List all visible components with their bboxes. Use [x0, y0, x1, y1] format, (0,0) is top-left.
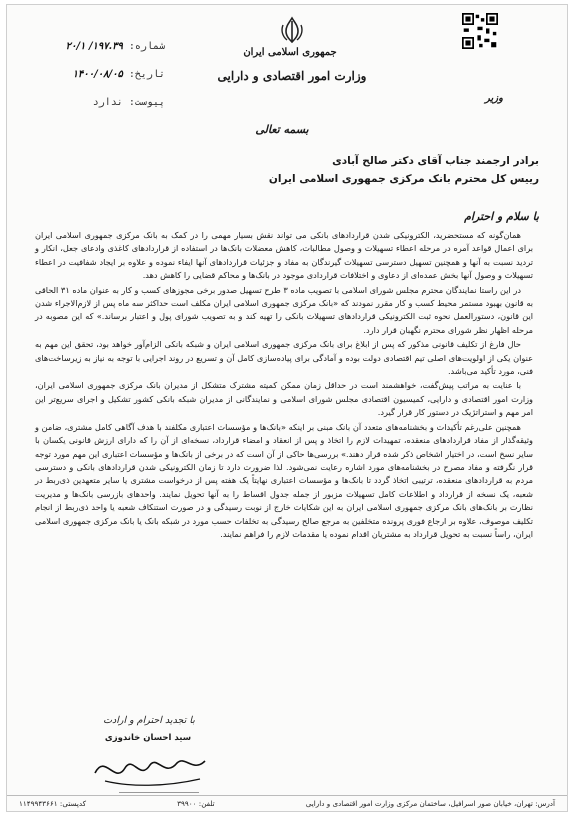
letter-date [25, 69, 165, 80]
minister-label: وزیر [485, 93, 503, 104]
date-label: تاریخ: [128, 69, 165, 80]
letter-number [25, 41, 165, 52]
letter-footer [7, 795, 567, 811]
letter-page [6, 4, 568, 812]
basmala: بسمه تعالی [255, 123, 309, 136]
body-paragraph: همچنین علی‌رغم تأکیدات و بخشنامه‌های متعدد آن بانک مبنی بر اینکه «بانک‌ها و مؤسسات اعتباری مکلفند با هدف آگاهی کامل مشتری، ضامن و وثیقه‌گذار از مفاد قراردادهای منعقده، تمهیدات لازم را اتخاذ و پس از انعقاد و امضاء قرارداد، نسخه‌ای از آن را که دارای ارزش قانونی یکسان با سایر نسخ است، در اختیار اشخاص ذکر شده قرار دهند.» بررسی‌ها حاکی از آن است که در برخی از بانک‌ها و مؤسسات اعتباری این مهم مورد توجه قرار نگرفته و مفاد مصرح در بخشنامه‌های مورد اشاره رعایت نمی‌شود. لذا ضرورت دارد تا زمان الکترونیکی شدن قراردادهای بانکی و دسترسی مردم به قراردادهای منعقده، ترتیبی اتخاذ گردد تا بانک‌ها و مؤسسات اعتباری نهایتاً یک هفته پس از درخواست مشتری یا سایر متعهدین ذی‌ربط در شعبه، یک نسخه از قرارداد و اطلاعات کامل تسهیلات مزبور از جمله جدول اقساط را به آنها تحویل نمایند. واحدهای بازرسی بانک‌ها و مدیریت نظارت بر بانک‌های بانک مرکزی جمهوری اسلامی ایران به این شکایات خارج از نوبت رسیدگی و در صورت استنکاف شعبه یا واحد ذی‌ربط از انجام تکلیف موصوف، علاوه بر ارجاع فوری پرونده متخلفین به مرجع صالح رسیدگی به تخلفات حسب مورد در شبکه بانک یا بانک مرکزی جمهوری اسلامی ایران، راساً نسبت به تحویل قرارداد به مشتریان اقدام نموده یا مقدمات لازم را فراهم نمایند. [35, 421, 533, 539]
letter-body [35, 229, 533, 541]
closing-handwritten: با تجدید احترام و ارادت [103, 715, 195, 726]
qr-code-icon [462, 13, 498, 49]
signer-name: سید احسان خاندوزی [104, 733, 192, 743]
government-title: جمهوری اسلامی ایران [243, 47, 337, 58]
addressee-name: برادر ارجمند جناب آقای دکتر صالح آبادی [332, 155, 539, 167]
number-value: ۱۹۷.۳۹/ ۲۰/۱ [65, 41, 123, 52]
attachment-label: پیوست: [128, 97, 165, 108]
body-paragraph: با عنایت به مراتب پیش‌گفت، خواهشمند است در حداقل زمان ممکن کمیته مشترک متشکل از مدیران بانک مرکزی جمهوری اسلامی ایران، وزارت امور اقتصادی و دارایی، کمیسیون اقتصادی مجلس شورای اسلامی و نمایندگانی از مدیران شبکه بانکی کشور تشکیل و اجرای سریع‌تر این امر مهم و استراتژیک در دستور کار قرار گیرد. [35, 380, 533, 418]
date-value: ۱۴۰۰/۰۸/۰۵ [72, 69, 123, 80]
iran-emblem-icon [277, 15, 307, 45]
body-paragraph: حال فارغ از تکلیف قانونی مذکور که پس از ابلاغ برای بانک مرکزی جمهوری اسلامی ایران و شبکه بانکی الزام‌آور خواهد بود، تحقق این مهم به عنوان یکی از اولویت‌های اصلی تیم اقتصادی دولت بوده و آمادگی برای پیاده‌سازی کامل آن و تسریع در روند اجرایی با توجه به نیاز به زیرساخت‌های فنی، مورد تأکید می‌باشد. [35, 339, 533, 377]
footer-phone: تلفن: ۳۹۹۰۰ [177, 799, 215, 808]
signature-icon [85, 743, 215, 793]
footer-postal: کدپستی: ۱۱۴۹۹۴۳۶۶۱ [19, 799, 87, 808]
body-paragraph: همان‌گونه که مستحضرید، الکترونیکی شدن قراردادهای بانکی می تواند نقش بسیار مهمی را در کمک به بانک مرکزی جمهوری اسلامی ایران برای اعمال قواعد آمره در مرحله اعطاء تسهیلات و وصول مطالبات، کاهش معضلات بانک‌ها در استفاده از قراردادهای کاغذی وادعای جعل، انکار و تردید نسبت به آنها و همچنین تسهیل دسترسی تسهیلات گیرندگان به مفاد و جزئیات قراردادهای آنها ایفاء نموده و علاوه بر ایجاد شفافیت در اعطاء تسهیلات و وصول آنها بخش عمده‌ای از دعاوی و اختلافات قراردادی موجود در بانک‌ها و محاکم قضایی را کاهش دهد. [35, 230, 533, 281]
body-paragraph: در این راستا نمایندگان محترم مجلس شورای اسلامی با تصویب ماده ۳ طرح تسهیل صدور برخی مجوزهای کسب و کار به عنوان ماده ۳۱ الحاقی به قانون بهبود مستمر محیط کسب و کار مقرر نمودند که «بانک مرکزی جمهوری اسلامی ایران مکلف است حداکثر سه ماه پس از لازم‌الاجراء شدن این قانون، دستورالعمل نحوه ثبت الکترونیکی قراردادهای تسهیلات بانکی را تهیه کند و به تصویب شورای پول و اعتبار برساند.» که این مصوبه در مرحله اظهار نظر شورای محترم نگهبان قرار دارد. [35, 284, 533, 335]
number-label: شماره: [128, 41, 165, 52]
letter-attachment [25, 97, 165, 108]
footer-address: آدرس: تهران، خیابان صور اسرافیل، ساختمان مرکزی وزارت امور اقتصادی و دارایی [305, 799, 555, 808]
ministry-title: وزارت امور اقتصادی و دارایی [217, 69, 367, 83]
greeting: با سلام و احترام [464, 210, 539, 223]
attachment-value: ندارد [92, 97, 123, 108]
addressee-title: رییس کل محترم بانک مرکزی جمهوری اسلامی ایران [268, 173, 539, 185]
signature-line [119, 792, 199, 793]
